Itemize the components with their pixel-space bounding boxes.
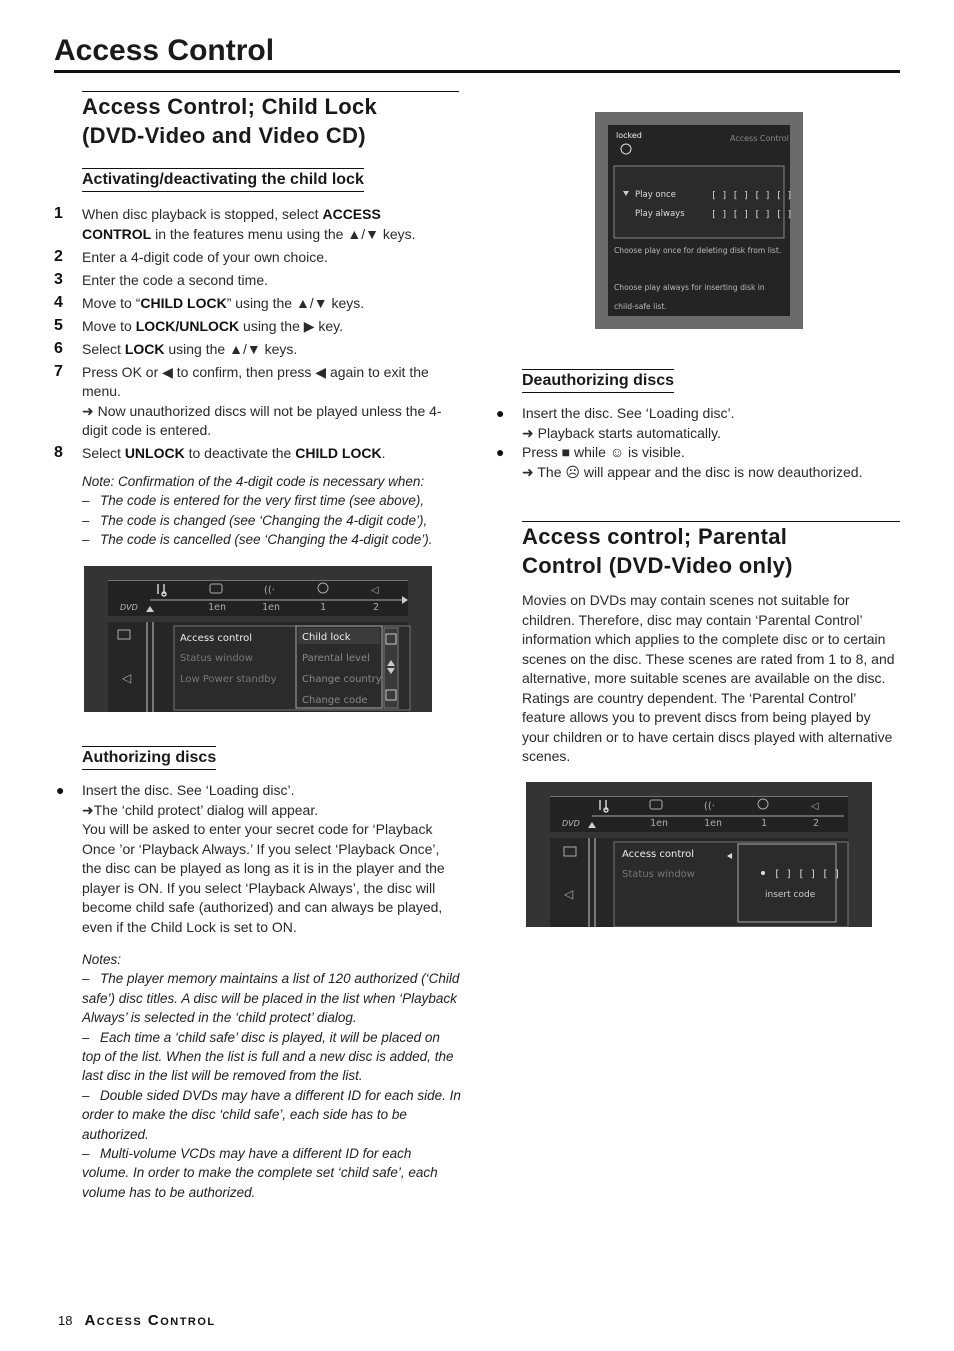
svg-text:DVD: DVD	[120, 603, 138, 612]
svg-text:1en: 1en	[262, 602, 281, 613]
svg-text:Parental level: Parental level	[302, 653, 370, 664]
step-item: 1 When disc playback is stopped, select ACCESS CONTROL in the features menu using the ▲/▼ keys.	[54, 205, 416, 242]
parental-paragraph: Movies on DVDs may contain scenes not suitable for children. Therefore, disc may contain ‘Parental Control’ information which applies to the complete disc or to certain scenes on the disc. These scenes are rated from 1 to 8, and alternative, more suitable scenes are available on the disc. Ratings are country dependent. The ‘Parental Control’ feature allows you to prevent discs from being played by your children or to have certain discs played with alternative scenes.	[522, 592, 895, 764]
footer-title: Access Control	[84, 1312, 216, 1329]
step-item: 7 Press OK or ◀ to confirm, then press ◀ again to exit the menu. ➜ Now unauthorized discs will not be played unless the 4-digit code is entered.	[54, 362, 442, 438]
svg-text:Status window: Status window	[180, 653, 253, 664]
svg-text:insert code: insert code	[765, 890, 816, 900]
steps-list	[54, 205, 444, 467]
svg-text:Access Control: Access Control	[730, 134, 789, 143]
step-number: 3	[54, 270, 63, 288]
note-item: – The code is cancelled (see ‘Changing the 4-digit code’).	[82, 532, 433, 548]
svg-text:Child lock: Child lock	[302, 632, 351, 643]
svg-text:[ ] [ ] [ ] [ ]: [ ] [ ] [ ] [ ]	[711, 191, 793, 201]
page-title: Access Control	[54, 32, 900, 73]
note-item: – Double sided DVDs may have a different ID for each side. In order to make the disc ‘child safe’, each side has to be authorized.	[82, 1087, 461, 1142]
authorizing-notes: Notes: – The player memory maintains a list of 120 authorized (‘Child safe’) disc titles. A disc will be placed in the list when ‘Playback Always’ is selected in the ‘child protect’ dialog. – Each time a ‘child safe’ disc is played, it will be placed on top of the list. When the list is full and a new disc is added, the last disc in the list will be removed from the list. – Double sided DVDs may have a different ID for each side. In order to make the disc ‘child safe’, each side has to be authorized. – Multi-volume VCDs may have a different ID for each volume. In order to make the complete set ‘child safe’, each volume has to be authorized.	[82, 950, 462, 1202]
step-item: 2 Enter a 4-digit code of your own choice.	[54, 247, 328, 265]
note-item: – Each time a ‘child safe’ disc is played, it will be placed on top of the list. When the list is full and a new disc is added, the last disc in the list will be removed from the list.	[82, 1029, 454, 1084]
activating-title: Activating/deactivating the child lock	[82, 168, 364, 192]
svg-text:◁: ◁	[122, 671, 132, 685]
access-control-menu-screenshot	[84, 566, 432, 712]
note-item: – The code is changed (see ‘Changing the 4-digit code’),	[82, 512, 428, 528]
bullet-icon: ●	[496, 405, 505, 421]
svg-text:Status window: Status window	[622, 869, 695, 880]
svg-text:Play always: Play always	[635, 209, 685, 219]
svg-text:Change code: Change code	[302, 695, 368, 706]
deauthorizing-title: Deauthorizing discs	[522, 369, 674, 393]
step-item: 5 Move to LOCK/UNLOCK using the ▶ key.	[54, 316, 344, 334]
child-protect-dialog-screenshot	[595, 112, 803, 329]
bullet-icon: ●	[496, 444, 505, 460]
step-number: 7	[54, 362, 63, 380]
svg-text:child-safe list.: child-safe list.	[614, 302, 667, 311]
svg-text:◁: ◁	[564, 887, 574, 901]
step-number: 2	[54, 247, 63, 265]
page-footer	[58, 1312, 216, 1329]
deauthorizing-body: ● Insert the disc. See ‘Loading disc’. ➜ Playback starts automatically. ● Press ■ while ☺ is visible. ➜ The ☹ will appear and the disc is now deauthorized.	[496, 405, 863, 480]
child-lock-section-title: Access Control; Child Lock (DVD-Video and Video CD)	[82, 91, 459, 150]
note-item: – Multi-volume VCDs may have a different ID for each volume. In order to make the complete set ‘child safe’, each volume has to be authorized.	[82, 1146, 438, 1200]
note-item: – The player memory maintains a list of 120 authorized (‘Child safe’) disc titles. A disc will be placed in the list when ‘Playback Always’ is selected in the ‘child protect’ dialog.	[82, 971, 460, 1026]
insert-code-osd	[526, 782, 872, 927]
svg-text:1: 1	[320, 602, 327, 613]
svg-text:1en: 1en	[650, 818, 669, 829]
svg-text:Low Power standby: Low Power standby	[180, 674, 277, 685]
svg-text:DVD: DVD	[562, 819, 580, 828]
svg-text:Change country: Change country	[302, 674, 382, 685]
svg-text:[ ] [ ] [ ] [ ]: [ ] [ ] [ ] [ ]	[711, 210, 793, 220]
step-item: 8 Select UNLOCK to deactivate the CHILD LOCK.	[54, 444, 386, 461]
step-number: 5	[54, 316, 63, 334]
note-item: – The code is entered for the very first time (see above),	[82, 493, 425, 509]
step-number: 4	[54, 293, 63, 311]
step-number: 8	[54, 444, 63, 461]
step-item: 3 Enter the code a second time.	[54, 270, 268, 288]
svg-text:((·: ((·	[704, 801, 715, 812]
svg-text:2: 2	[373, 602, 380, 613]
svg-text:1en: 1en	[208, 602, 227, 613]
authorizing-title: Authorizing discs	[82, 746, 216, 770]
svg-text:locked: locked	[616, 131, 642, 140]
svg-text:[ ] [ ] [ ]: [ ] [ ] [ ]	[774, 869, 841, 880]
svg-text:Access control: Access control	[622, 849, 695, 860]
step-item: 4 Move to “CHILD LOCK” using the ▲/▼ keys.	[54, 293, 365, 311]
svg-text:1en: 1en	[704, 818, 723, 829]
confirmation-note: Note: Confirmation of the 4-digit code is necessary when: – The code is entered for the very first time (see above), – The code is changed (see ‘Changing the 4-digit code’), – The code is cancelled (see ‘Changing the 4-digit code’).	[82, 472, 452, 550]
svg-text:Choose play once for deleting: Choose play once for deleting disk from list.	[614, 246, 782, 255]
insert-code-screenshot	[526, 782, 872, 927]
svg-text:((·: ((·	[264, 585, 275, 596]
step-item: 6 Select LOCK using the ▲/▼ keys.	[54, 339, 298, 357]
bullet-icon: ●	[56, 782, 65, 798]
svg-text:◁: ◁	[371, 585, 379, 596]
authorizing-body: ● Insert the disc. See ‘Loading disc’. ➜The ‘child protect’ dialog will appear. You will be asked to enter your secret code for ‘Playback Once ’or ‘Playback Always.’ If you select ‘Playback Once’, the disc can be played as long as it is in the player and the player is ON. If you select ‘Playback Always’, the disc will become child safe (authorized) and can always be played, even if the Child Lock is set to ON.	[56, 782, 445, 935]
page-number: 18	[58, 1313, 73, 1328]
step-number: 6	[54, 339, 63, 357]
step-number: 1	[54, 205, 63, 222]
svg-text:2: 2	[813, 818, 820, 829]
svg-text:Play once: Play once	[635, 190, 676, 200]
parental-section-title: Access control; Parental Control (DVD-Video only)	[522, 521, 900, 580]
svg-text:◁: ◁	[811, 801, 819, 812]
svg-text:Choose play always for inserti: Choose play always for inserting disk in	[614, 283, 765, 292]
svg-text:1: 1	[761, 818, 768, 829]
locked-osd	[595, 112, 803, 329]
menu-osd	[84, 566, 432, 712]
svg-text:Access control: Access control	[180, 633, 253, 644]
